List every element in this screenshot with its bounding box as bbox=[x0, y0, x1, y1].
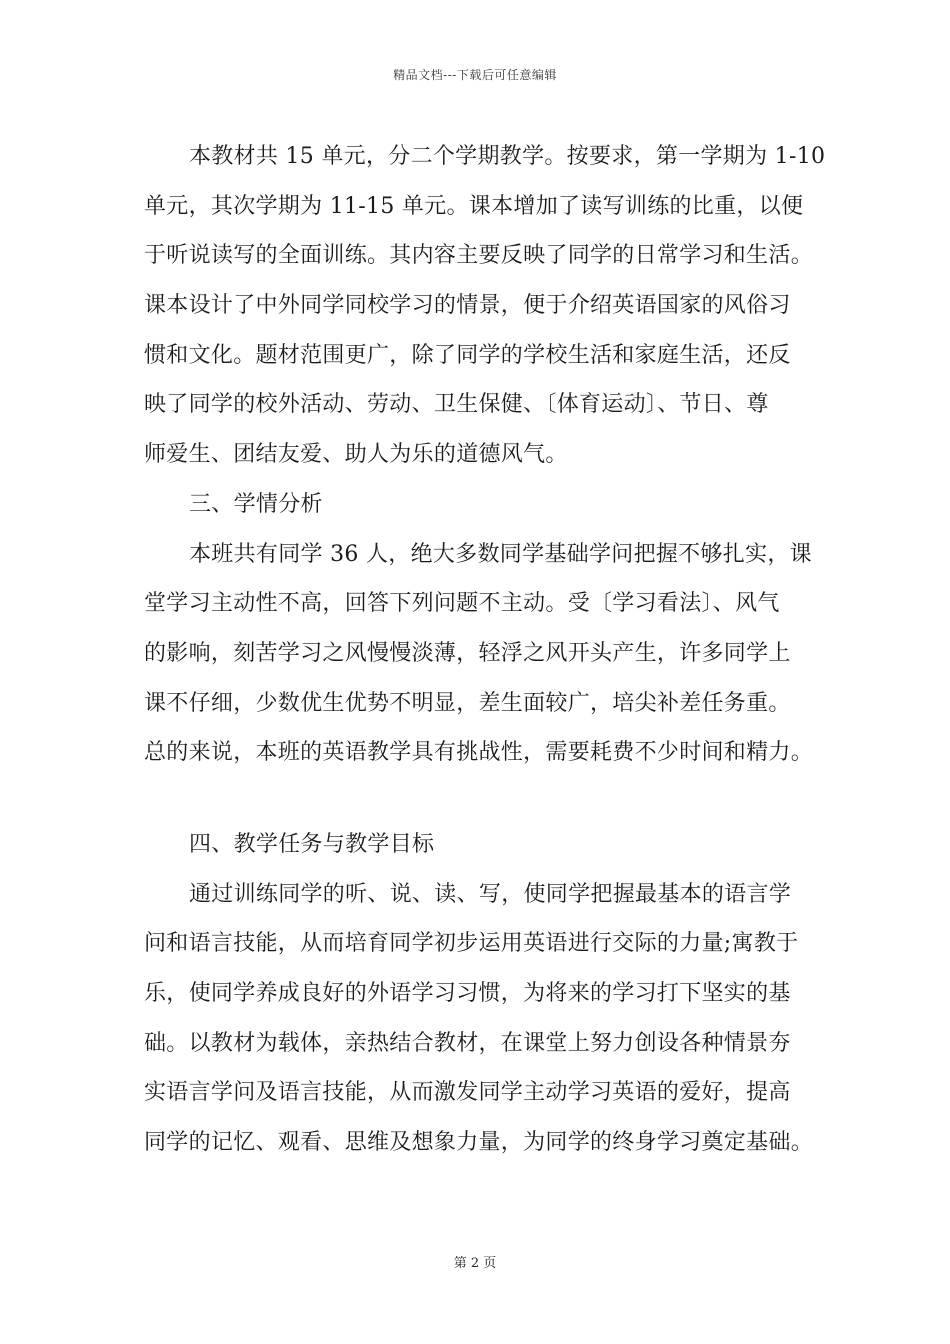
section-heading-mubiao: 四、教学任务与教学目标 bbox=[189, 831, 435, 857]
paragraph-gap bbox=[144, 778, 824, 820]
section-heading-xueqing: 三、学情分析 bbox=[189, 491, 323, 517]
paragraph-3-line-4: 础。以教材为载体，亲热结合教材，在课堂上努力创设各种情景夯 bbox=[144, 1030, 791, 1056]
paragraph-3-line-5: 实语言学问及语言技能，从而激发同学主动学习英语的爱好，提高 bbox=[144, 1080, 791, 1106]
paragraph-3-line-3: 乐，使同学养成良好的外语学习习惯，为将来的学习打下坚实的基 bbox=[144, 981, 791, 1006]
document-body bbox=[144, 132, 824, 1168]
paragraph-3-line-6: 同学的记忆、观看、思维及想象力量，为同学的终身学习奠定基础。 bbox=[144, 1130, 814, 1156]
paragraph-1-line-4: 课本设计了中外同学同校学习的情景，便于介绍英语国家的风俗习 bbox=[144, 293, 791, 319]
paragraph-1-line-3: 于听说读写的全面训练。其内容主要反映了同学的日常学习和生活。 bbox=[144, 243, 814, 269]
paragraph-1-line-5: 惯和文化。题材范围更广，除了同学的学校生活和家庭生活，还反 bbox=[144, 342, 791, 368]
paragraph-2-line-5: 总的来说，本班的英语教学具有挑战性，需要耗费不少时间和精力。 bbox=[144, 740, 814, 766]
page-header: 精品文档---下载后可任意编辑 bbox=[393, 68, 557, 82]
paragraph-2-line-4: 课不仔细，少数优生优势不明显，差生面较广，培尖补差任务重。 bbox=[144, 690, 791, 716]
page-number: 第 2 页 bbox=[453, 1256, 497, 1271]
paragraph-1-line-2: 单元，其次学期为 11-15 单元。课本增加了读写训练的比重，以便 bbox=[144, 193, 804, 219]
paragraph-2-line-3: 的影响，刻苦学习之风慢慢淡薄，轻浮之风开头产生，许多同学上 bbox=[144, 640, 791, 666]
paragraph-1-line-1: 本教材共 15 单元，分二个学期教学。按要求，第一学期为 1-10 bbox=[189, 144, 826, 169]
paragraph-3-line-2: 问和语言技能，从而培育同学初步运用英语进行交际的力量;寓教于 bbox=[144, 931, 799, 957]
paragraph-1-line-7: 师爱生、团结友爱、助人为乐的道德风气。 bbox=[144, 442, 568, 468]
paragraph-3-line-1: 通过训练同学的听、说、读、写，使同学把握最基本的语言学 bbox=[189, 881, 792, 907]
paragraph-2-line-1: 本班共有同学 36 人，绝大多数同学基础学问把握不够扎实，课 bbox=[189, 541, 812, 567]
paragraph-1-line-6: 映了同学的校外活动、劳动、卫生保健、〔体育运动〕、节日、尊 bbox=[144, 392, 769, 418]
paragraph-2-line-2: 堂学习主动性不高，回答下列问题不主动。受〔学习看法〕、风气 bbox=[144, 591, 780, 617]
